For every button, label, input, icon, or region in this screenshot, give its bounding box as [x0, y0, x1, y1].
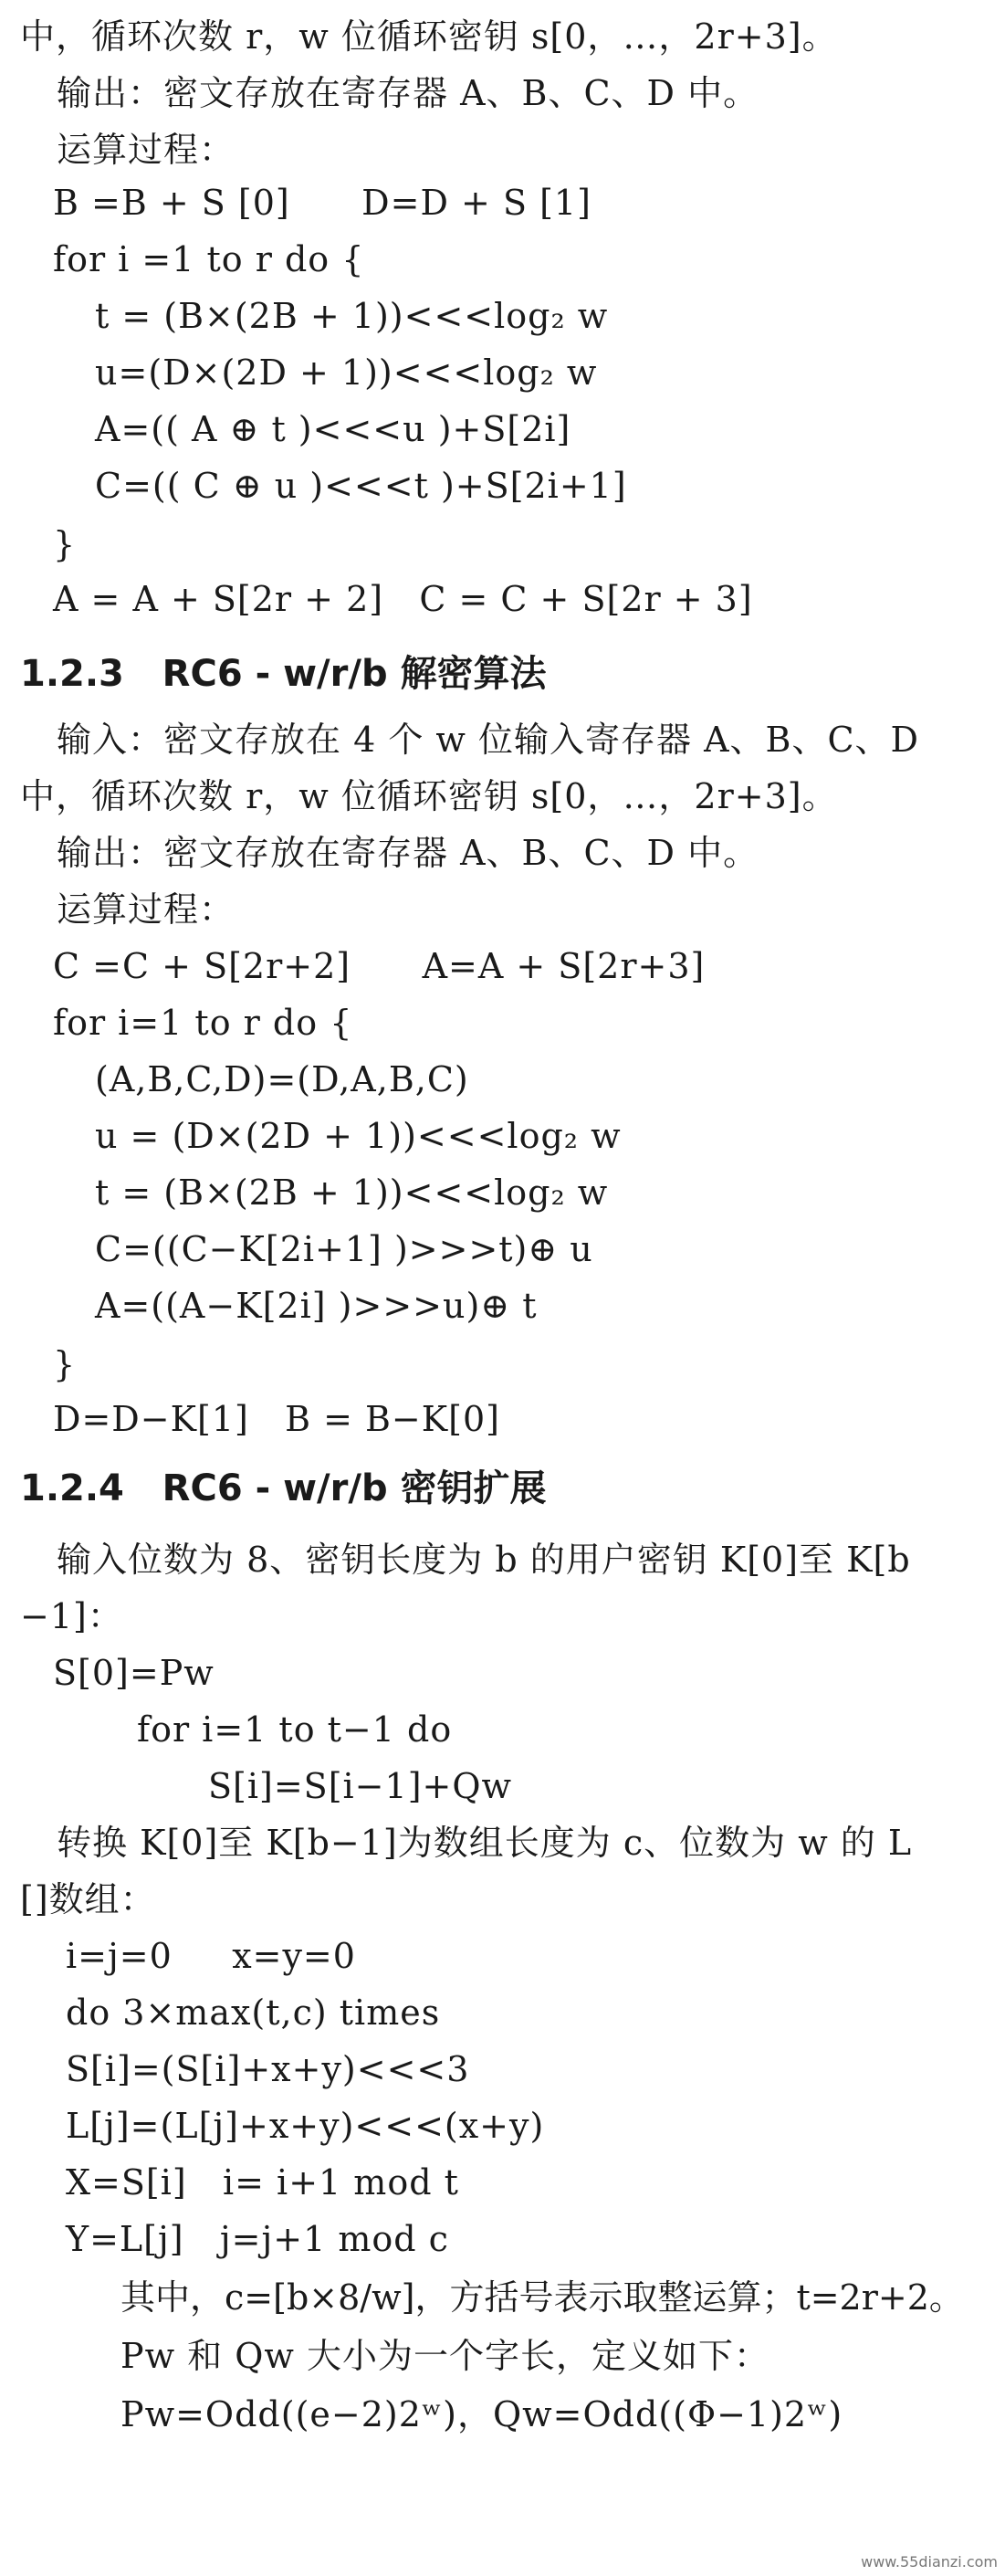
text-line: 中，循环次数 r，w 位循环密钥 s[0，…，2r+3]。 — [20, 16, 838, 57]
section-heading-1-2-3: 1.2.3 RC6 - w/r/b 解密算法 — [20, 653, 547, 695]
text-line: 输入：密文存放在 4 个 w 位输入寄存器 A、B、C、D — [57, 720, 920, 760]
text-line: 转换 K[0]至 K[b−1]为数组长度为 c、位数为 w 的 L — [57, 1823, 913, 1863]
text-line: 输出：密文存放在寄存器 A、B、C、D 中。 — [57, 833, 759, 873]
formula-line: S[0]=Pw — [53, 1653, 215, 1693]
formula-line: Pw=Odd((e−2)2ʷ)，Qw=Odd((Φ−1)2ʷ) — [120, 2394, 843, 2434]
text-line: 其中，c=[b×8/w]，方括号表示取整运算；t=2r+2。 — [120, 2277, 964, 2318]
code-line: } — [53, 1344, 77, 1384]
code-line: for i =1 to r do { — [53, 239, 365, 279]
code-line: u=(D×(2D + 1))<<<log₂ w — [95, 352, 598, 393]
formula-line: C =C + S[2r+2] A=A + S[2r+3] — [53, 946, 706, 986]
text-line: 中，循环次数 r，w 位循环密钥 s[0，…，2r+3]。 — [20, 776, 838, 816]
code-line: } — [53, 524, 77, 564]
code-line: C=((C−K[2i+1] )>>>t)⊕ u — [95, 1229, 593, 1269]
code-line: S[i]=(S[i]+x+y)<<<3 — [66, 2049, 470, 2089]
code-line: i=j=0 x=y=0 — [66, 1936, 356, 1976]
text-line: []数组： — [20, 1879, 156, 1919]
code-line: Y=L[j] j=j+1 mod c — [66, 2219, 449, 2259]
code-line: (A,B,C,D)=(D,A,B,C) — [95, 1059, 469, 1099]
code-line: for i=1 to r do { — [53, 1003, 353, 1043]
code-line: X=S[i] i= i+1 mod t — [66, 2162, 459, 2203]
code-line: A=(( A ⊕ t )<<<u )+S[2i] — [95, 409, 571, 449]
text-line: 运算过程： — [57, 130, 236, 170]
code-line: L[j]=(L[j]+x+y)<<<(x+y) — [66, 2106, 545, 2146]
watermark: www.55dianzi.com — [861, 2553, 998, 2571]
text-line: 输入位数为 8、密钥长度为 b 的用户密钥 K[0]至 K[b — [57, 1540, 911, 1580]
code-line: t = (B×(2B + 1))<<<log₂ w — [95, 296, 609, 336]
formula-line: A = A + S[2r + 2] C = C + S[2r + 3] — [53, 579, 753, 619]
code-line: for i=1 to t−1 do — [137, 1709, 453, 1750]
text-line: Pw 和 Qw 大小为一个字长，定义如下： — [120, 2336, 770, 2376]
code-line: S[i]=S[i−1]+Qw — [208, 1766, 513, 1806]
text-line: 输出：密文存放在寄存器 A、B、C、D 中。 — [57, 73, 759, 113]
formula-line: B =B + S [0] D=D + S [1] — [53, 183, 591, 223]
code-line: t = (B×(2B + 1))<<<log₂ w — [95, 1172, 609, 1213]
code-line: u = (D×(2D + 1))<<<log₂ w — [95, 1116, 622, 1156]
text-line: 运算过程： — [57, 889, 236, 930]
text-line: −1]： — [20, 1596, 123, 1636]
section-heading-1-2-4: 1.2.4 RC6 - w/r/b 密钥扩展 — [20, 1467, 547, 1509]
code-line: do 3×max(t,c) times — [66, 1992, 441, 2033]
code-line: C=(( C ⊕ u )<<<t )+S[2i+1] — [95, 466, 627, 506]
code-line: A=((A−K[2i] )>>>u)⊕ t — [95, 1286, 538, 1326]
formula-line: D=D−K[1] B = B−K[0] — [53, 1399, 500, 1439]
